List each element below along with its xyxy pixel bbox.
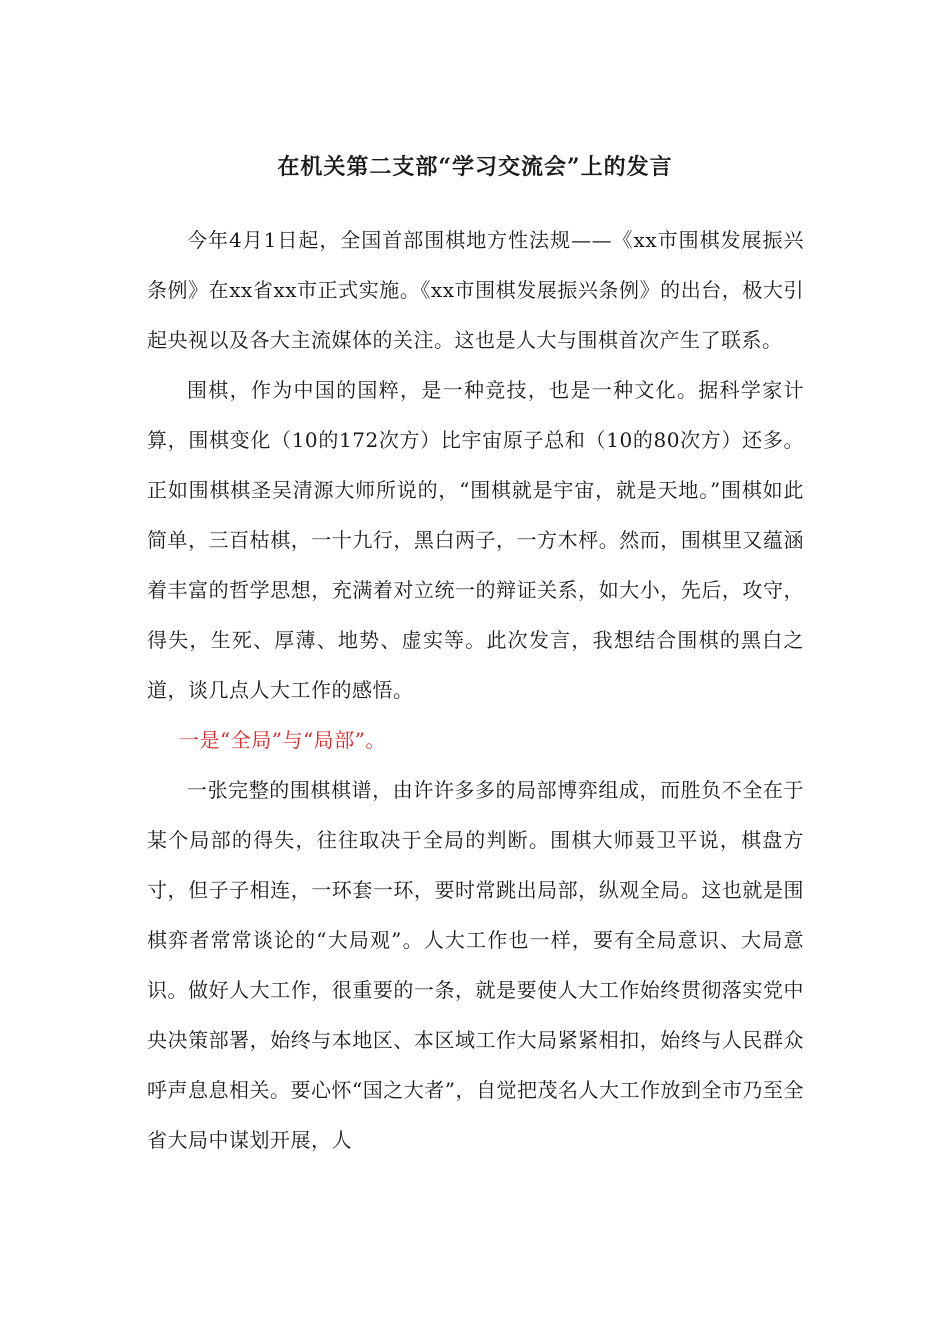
paragraph-intro: 今年4月1日起，全国首部围棋地方性法规——《xx市围棋发展振兴条例》在xx省xx市正式实施。《xx市围棋发展振兴条例》的出台，极大引起央视以及各大主流媒体的关注。这也是人大与围棋首次产生了联系。 [147,228,804,352]
paragraph-go-culture: 围棋，作为中国的国粹，是一种竞技，也是一种文化。据科学家计算，围棋变化（10的172次方）比宇宙原子总和（10的80次方）还多。正如围棋棋圣吴清源大师所说的，“围棋就是宇宙，就是天地。”围棋如此简单，三百枯棋，一十九行，黑白两子，一方木枰。然而，围棋里又蕴涵着丰富的哲学思想，充满着对立统一的辩证关系，如大小，先后，攻守，得失，生死、厚薄、地势、虚实等。此次发言，我想结合围棋的黑白之道，谈几点人大工作的感悟。 [147,378,804,702]
section-heading-overall-and-local: 一是“全局”与“局部”。 [179,728,386,752]
paragraph-overall-view: 一张完整的围棋棋谱，由许许多多的局部博弈组成，而胜负不全在于某个局部的得失，往往取决于全局的判断。围棋大师聂卫平说，棋盘方寸，但子子相连，一环套一环，要时常跳出局部，纵观全局。这也就是围棋弈者常常谈论的“大局观”。人大工作也一样，要有全局意识、大局意识。做好人大工作，很重要的一条，就是要使人大工作始终贯彻落实党中央决策部署，始终与本地区、本区域工作大局紧紧相扣，始终与人民群众呼声息息相关。要心怀“国之大者”，自觉把茂名人大工作放到全市乃至全省大局中谋划开展，人 [147,778,804,1152]
document-title: 在机关第二支部“学习交流会”上的发言 [277,154,673,180]
document-body [147,215,804,1165]
